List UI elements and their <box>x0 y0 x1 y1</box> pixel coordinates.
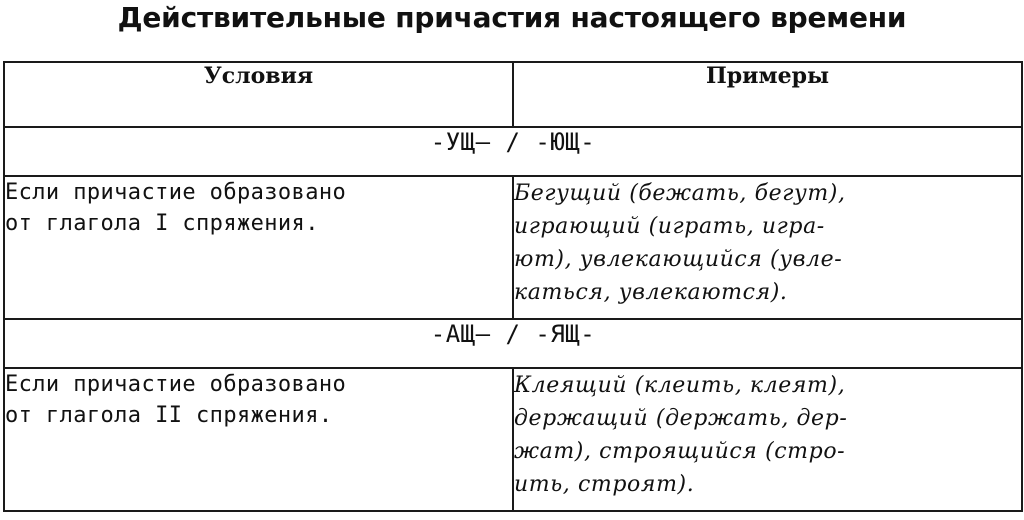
suffix-ashch-yashch: -АЩ– / -ЯЩ- <box>4 319 1022 368</box>
suffix-ushch-yushch: -УЩ– / -ЮЩ- <box>4 127 1022 176</box>
condition-cell <box>4 368 513 511</box>
suffix-row <box>4 319 1022 368</box>
condition-line: Если причастие образовано <box>5 180 347 205</box>
example-line: жат), строящийся (стро- <box>514 439 846 464</box>
example-cell <box>513 368 1022 511</box>
example-line: играющий (играть, игра- <box>514 214 825 239</box>
example-line: ить, строят). <box>514 472 695 497</box>
condition-cell <box>4 176 513 319</box>
header-examples: Примеры <box>513 62 1022 127</box>
table-row <box>4 368 1022 511</box>
example-cell <box>513 176 1022 319</box>
table-row <box>4 176 1022 319</box>
suffix-row <box>4 127 1022 176</box>
condition-line: от глагола II спряжения. <box>5 403 333 428</box>
header-conditions: Условия <box>4 62 513 127</box>
example-line: держащий (держать, дер- <box>514 406 848 431</box>
page-title: Действительные причастия настоящего времени <box>117 1 907 34</box>
condition-line: от глагола I спряжения. <box>5 211 319 236</box>
participles-table <box>3 61 1023 512</box>
example-line: Бегущий (бежать, бегут), <box>514 181 846 206</box>
condition-line: Если причастие образовано <box>5 372 347 397</box>
example-line: ют), увлекающийся (увле- <box>514 247 843 272</box>
header-row <box>4 62 1022 127</box>
example-line: Клеящий (клеить, клеят), <box>514 373 846 398</box>
example-line: каться, увлекаются). <box>514 280 788 305</box>
